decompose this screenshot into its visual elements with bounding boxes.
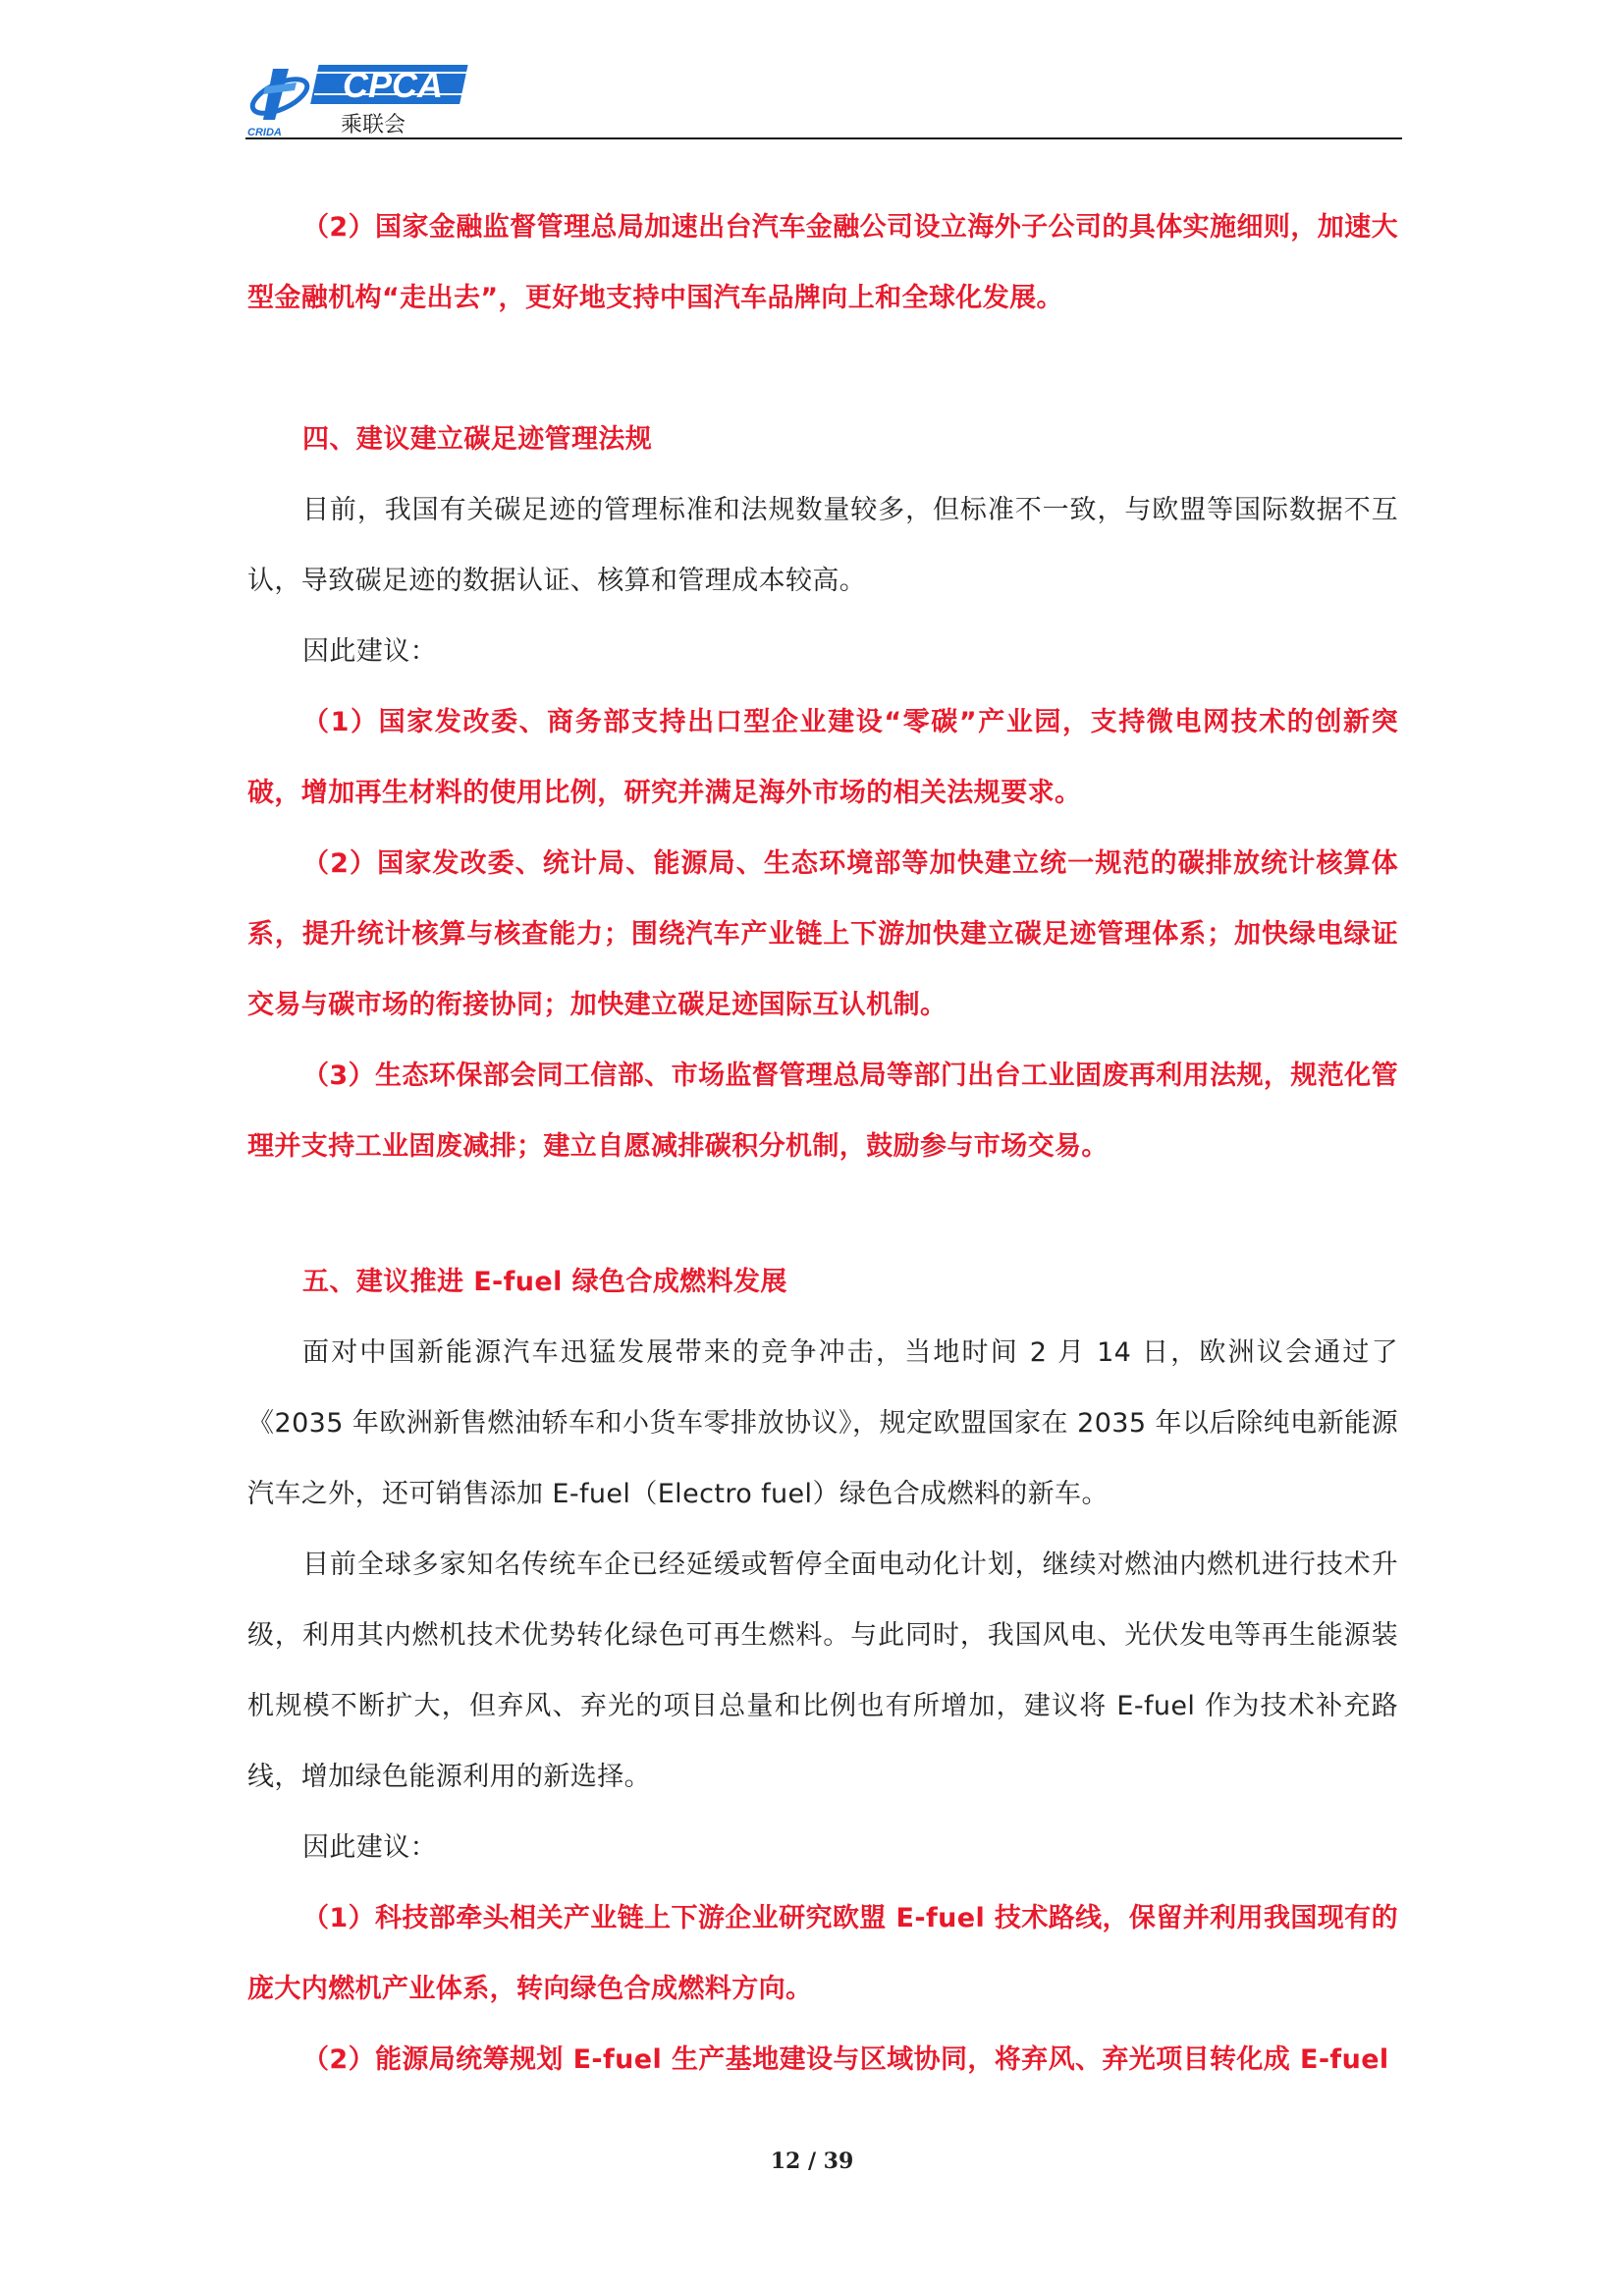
- logo-mark-text: CRIDA: [247, 127, 282, 137]
- logo-text: CPCA: [342, 65, 444, 105]
- recommendation-paragraph: （3）生态环保部会同工信部、市场监督管理总局等部门出台工业固废再利用法规，规范化管理并支持工业固废减排；建立自愿减排碳积分机制，鼓励参与市场交易。: [247, 1061, 1398, 1162]
- body-paragraph: 目前，我国有关碳足迹的管理标准和法规数量较多，但标准不一致，与欧盟等国际数据不互认，导致碳足迹的数据认证、核算和管理成本较高。: [247, 495, 1398, 596]
- logo-subtext: 乘联会: [340, 113, 406, 137]
- recommendation-paragraph: （2）国家发改委、统计局、能源局、生态环境部等加快建立统一规范的碳排放统计核算体系，提升统计核算与核查能力；围绕汽车产业链上下游加快建立碳足迹管理体系；加快绿电绿证交易与碳市场的衔接协同；加快建立碳足迹国际互认机制。: [247, 848, 1398, 1020]
- recommendation-paragraph: （1）国家发改委、商务部支持出口型企业建设“零碳”产业园，支持微电网技术的创新突破，增加再生材料的使用比例，研究并满足海外市场的相关法规要求。: [247, 707, 1398, 808]
- page-header: [245, 49, 1402, 139]
- recommendation-paragraph: （2）国家金融监督管理总局加速出台汽车金融公司设立海外子公司的具体实施细则，加速大型金融机构“走出去”，更好地支持中国汽车品牌向上和全球化发展。: [247, 212, 1398, 313]
- body-paragraph: 面对中国新能源汽车迅猛发展带来的竞争冲击，当地时间 2 月 14 日，欧洲议会通过了《2035 年欧洲新售燃油轿车和小货车零排放协议》，规定欧盟国家在 2035 年以后除纯电新能源汽车之外，还可销售添加 E-fuel（Electro fuel）绿色合成燃料的新车。: [247, 1337, 1398, 1509]
- section-heading: 四、建议建立碳足迹管理法规: [302, 424, 653, 455]
- section-heading: 五、建议推进 E-fuel 绿色合成燃料发展: [302, 1267, 787, 1297]
- body-paragraph: 目前全球多家知名传统车企已经延缓或暂停全面电动化计划，继续对燃油内燃机进行技术升级，利用其内燃机技术优势转化绿色可再生燃料。与此同时，我国风电、光伏发电等再生能源装机规模不断扩大，但弃风、弃光的项目总量和比例也有所增加，建议将 E-fuel 作为技术补充路线，增加绿色能源利用的新选择。: [247, 1550, 1398, 1792]
- header-divider: [245, 137, 1402, 139]
- recommendation-paragraph: （2）能源局统筹规划 E-fuel 生产基地建设与区域协同，将弃风、弃光项目转化成 E-fuel: [302, 2044, 1389, 2075]
- page-number: 12 / 39: [770, 2149, 854, 2174]
- cpca-logo: [245, 49, 481, 137]
- document-body: [247, 192, 1398, 2095]
- crida-mark-icon: [247, 69, 311, 120]
- body-paragraph: 因此建议：: [302, 1832, 437, 1863]
- body-paragraph: 因此建议：: [302, 636, 437, 667]
- recommendation-paragraph: （1）科技部牵头相关产业链上下游企业研究欧盟 E-fuel 技术路线，保留并利用我国现有的庞大内燃机产业体系，转向绿色合成燃料方向。: [247, 1903, 1398, 2004]
